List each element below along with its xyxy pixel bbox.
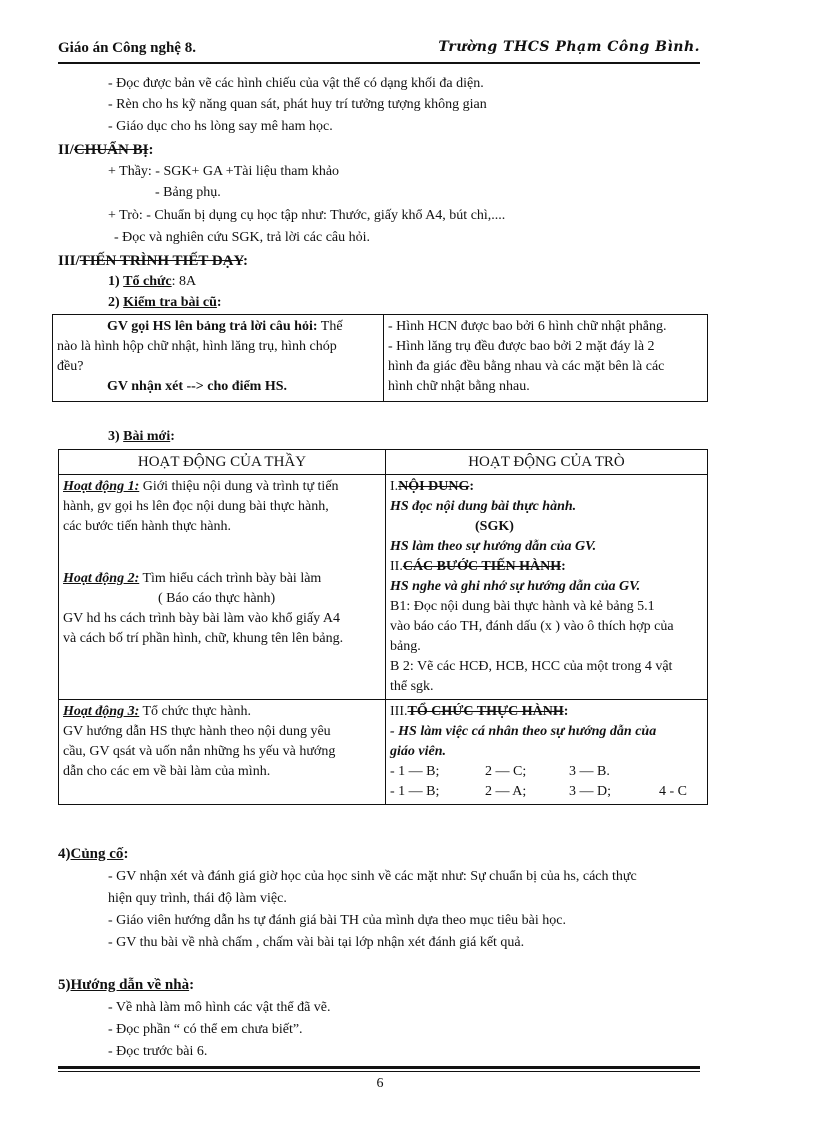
activities-row-1 xyxy=(59,475,708,700)
check-answer-line-3: hình đa giác đều bằng nhau và các mặt bên là các xyxy=(388,359,665,374)
student-activity-header: HOẠT ĐỘNG CỦA TRÒ xyxy=(386,450,708,475)
answer-2-4: 4 - C xyxy=(659,784,687,799)
section-4-number: 4) xyxy=(58,846,71,862)
check-question-line-1 xyxy=(57,317,379,337)
activity-3-text-1: Tổ chức thực hành. xyxy=(139,704,251,719)
footer-rule-thin xyxy=(58,1071,700,1072)
student-sgk-note: (SGK) xyxy=(475,519,514,534)
student-section-2-colon: : xyxy=(561,559,566,574)
prep-teacher-board-line: - Bảng phụ. xyxy=(155,185,221,200)
activity-1-label: Hoạt động 1: xyxy=(63,479,140,494)
section-2-number: II/ xyxy=(58,142,74,158)
answer-1-1: - 1 — B; xyxy=(390,764,440,779)
consolidation-line-3: - Giáo viên hướng dẫn hs tự đánh giá bài TH của mình dựa theo mục tiêu bài học. xyxy=(108,913,566,928)
header-school-name: Trường THCS Phạm Công Bình. xyxy=(438,39,700,55)
section-5-number: 5) xyxy=(58,977,71,993)
student-section-2-title: CÁC BƯỚC TIẾN HÀNH xyxy=(402,559,562,574)
section-3-colon: : xyxy=(242,253,248,269)
student-individual-work-1: - HS làm việc cá nhân theo sự hướng dẫn của xyxy=(390,724,657,739)
section-2-colon: : xyxy=(148,142,154,158)
activity-spacer xyxy=(63,537,381,569)
activity-1-line-1 xyxy=(63,477,381,497)
student-section-2-number: II. xyxy=(390,559,403,574)
prep-student-line: + Trò: - Chuẩn bị dụng cụ học tập như: Thước, giấy khổ A4, bút chì,.... xyxy=(108,208,506,223)
student-activities-1-2 xyxy=(386,475,708,700)
student-section-1-heading xyxy=(390,477,703,497)
activity-2-text-3: GV hd hs cách trình bày bài làm vào khổ giấy A4 xyxy=(63,611,340,626)
activity-3-text-2: GV hướng dẫn HS thực hành theo nội dung yêu xyxy=(63,724,331,739)
old-lesson-check-heading xyxy=(108,294,222,312)
homework-line-3: - Đọc trước bài 6. xyxy=(108,1044,208,1059)
activity-2-label: Hoạt động 2: xyxy=(63,571,140,586)
student-section-3-title: TỔ CHỨC THỰC HÀNH xyxy=(407,704,564,719)
student-section-3-number: III. xyxy=(390,704,408,719)
teacher-activities-1-2 xyxy=(59,475,386,700)
check-question-line-2: nào là hình hộp chữ nhật, hình lăng trụ, hình chóp xyxy=(57,339,337,354)
check-answer-line-1: - Hình HCN được bao bởi 6 hình chữ nhật phẳng. xyxy=(388,319,667,334)
consolidation-line-1: - GV nhận xét và đánh giá giờ học của học sinh về các mặt như: Sự chuẩn bị của hs, cách thực xyxy=(108,869,637,884)
step-1-text-1: Đọc nội dung bài thực hành và kẻ bảng 5.1 xyxy=(410,599,655,614)
step-1-line-1 xyxy=(390,597,703,617)
teacher-activity-3 xyxy=(59,700,386,805)
teacher-activity-header: HOẠT ĐỘNG CỦA THẦY xyxy=(59,450,386,475)
student-activity-3 xyxy=(386,700,708,805)
check-table-row xyxy=(53,315,708,402)
old-lesson-check-colon: : xyxy=(216,295,222,310)
activity-2-text-4: và cách bố trí phần hình, chữ, khung tên lên bảng. xyxy=(63,631,344,646)
section-5-label: Hướng dẫn về nhà xyxy=(70,977,190,993)
organization-value: : 8A xyxy=(171,274,197,289)
answer-2-2: 2 — A; xyxy=(485,784,527,799)
old-lesson-check-number: 2) xyxy=(108,295,120,310)
old-lesson-check-label: Kiểm tra bài cũ xyxy=(123,295,217,310)
new-lesson-heading xyxy=(108,428,175,446)
homework-line-2: - Đọc phần “ có thể em chưa biết”. xyxy=(108,1022,303,1037)
section-5-colon: : xyxy=(189,977,195,993)
section-4-label: Củng cố xyxy=(70,846,124,862)
student-follow-guide: HS làm theo sự hướng dẫn của GV. xyxy=(390,539,597,554)
consolidation-line-2: hiện quy trình, thái độ làm việc. xyxy=(108,891,287,906)
answers-row-1 xyxy=(390,762,703,782)
check-question-line-3: đều? xyxy=(57,359,84,374)
step-2-text-2: thể sgk. xyxy=(390,679,434,694)
page-number: 6 xyxy=(376,1076,384,1091)
old-lesson-check-table xyxy=(52,314,708,402)
organization-line xyxy=(108,273,196,291)
new-lesson-label: Bài mới xyxy=(123,429,171,444)
prep-teacher-line: + Thầy: - SGK+ GA +Tài liệu tham khảo xyxy=(108,164,340,179)
consolidation-line-4: - GV thu bài về nhà chấm , chấm vài bài tại lớp nhận xét đánh giá kết quả. xyxy=(108,935,525,950)
new-lesson-colon: : xyxy=(170,429,175,444)
activity-1-text-1: Giới thiệu nội dung và trình tự tiến xyxy=(139,479,339,494)
check-answer-line-2: - Hình lăng trụ đều được bao bởi 2 mặt đáy là 2 xyxy=(388,339,655,354)
activity-2-text-2: ( Báo cáo thực hành) xyxy=(158,591,276,606)
check-answer-line-4: hình chữ nhật bằng nhau. xyxy=(388,379,530,394)
intro-line-1: - Đọc được bản vẽ các hình chiếu của vật thể có dạng khối đa diện. xyxy=(108,76,484,91)
section-2-heading xyxy=(58,141,153,159)
student-section-1-number: I. xyxy=(390,479,399,494)
check-question-rest: Thế xyxy=(317,319,343,334)
step-1-label: B1: xyxy=(390,599,411,614)
section-4-heading xyxy=(58,845,128,863)
student-section-1-colon: : xyxy=(469,479,475,494)
section-4-colon: : xyxy=(123,846,129,862)
activity-1-text-2: hành, gv gọi hs lên đọc nội dung bài thực hành, xyxy=(63,499,329,514)
section-3-number: III/ xyxy=(58,253,80,269)
answer-2-3: 3 — D; xyxy=(569,784,611,799)
activity-3-text-4: dẫn cho các em về bài làm của mình. xyxy=(63,764,271,779)
new-lesson-number: 3) xyxy=(108,429,120,444)
homework-line-1: - Về nhà làm mô hình các vật thể đã vẽ. xyxy=(108,1000,331,1015)
section-3-heading xyxy=(58,252,248,270)
answer-2-1: - 1 — B; xyxy=(390,784,440,799)
student-section-1-title: NỘI DUNG xyxy=(398,479,470,494)
organization-number: 1) xyxy=(108,274,120,289)
answers-row-2 xyxy=(390,782,703,802)
check-table-teacher-cell xyxy=(53,315,384,402)
answer-1-3: 3 — B. xyxy=(569,764,610,779)
student-listen-guide: HS nghe và ghi nhớ sự hướng dẫn của GV. xyxy=(390,579,641,594)
student-read-content: HS đọc nội dung bài thực hành. xyxy=(390,499,577,514)
prep-student-read-line: - Đọc và nghiên cứu SGK, trả lời các câu hỏi. xyxy=(114,230,371,245)
activity-2-text-1: Tìm hiểu cách trình bày bài làm xyxy=(139,571,322,586)
step-1-text-2: vào báo cáo TH, đánh dấu (x ) vào ô thích hợp của xyxy=(390,619,674,634)
step-1-text-3: bảng. xyxy=(390,639,421,654)
step-2-text-1: B 2: Vẽ các HCĐ, HCB, HCC của một trong 4 vật xyxy=(390,659,673,674)
page-header xyxy=(58,38,700,64)
student-section-2-heading xyxy=(390,557,703,577)
activities-table xyxy=(58,449,708,805)
footer-rule-thick xyxy=(58,1066,700,1069)
section-3-title: TIẾN TRÌNH TIẾT DẠY xyxy=(79,253,243,269)
section-2-title: CHUẨN BỊ xyxy=(73,142,149,158)
answer-1-2: 2 — C; xyxy=(485,764,527,779)
check-table-student-cell xyxy=(384,315,708,402)
check-teacher-comment: GV nhận xét --> cho điểm HS. xyxy=(107,379,288,394)
section-5-heading xyxy=(58,976,194,994)
activity-3-line-1 xyxy=(63,702,381,722)
student-section-3-colon: : xyxy=(563,704,569,719)
intro-line-3: - Giáo dục cho hs lòng say mê ham học. xyxy=(108,119,333,134)
student-individual-work-2: giáo viên. xyxy=(390,744,446,759)
header-course-title: Giáo án Công nghệ 8. xyxy=(58,40,196,56)
intro-line-2: - Rèn cho hs kỹ năng quan sát, phát huy trí tưởng tượng không gian xyxy=(108,97,487,112)
activity-3-label: Hoạt động 3: xyxy=(63,704,140,719)
check-question-bold: GV gọi HS lên bảng trả lời câu hỏi: xyxy=(107,319,318,334)
student-section-3-heading xyxy=(390,702,703,722)
organization-label: Tổ chức xyxy=(123,274,172,289)
activities-header-row xyxy=(59,450,708,475)
activities-row-2 xyxy=(59,700,708,805)
activity-1-text-3: các bước tiến hành thực hành. xyxy=(63,519,231,534)
activity-3-text-3: cầu, GV qsát và uốn nắn những hs yếu và hướng xyxy=(63,744,336,759)
activity-2-line-1 xyxy=(63,569,381,589)
